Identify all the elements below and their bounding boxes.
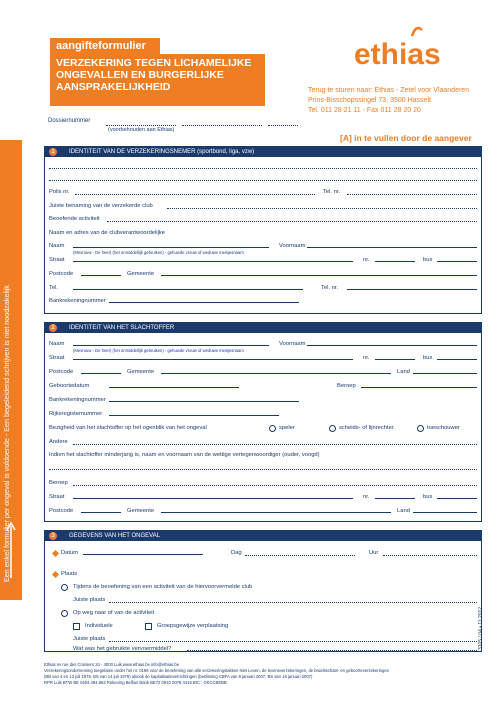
rep-beroep-label: Beroep	[49, 480, 68, 486]
victim-naam-label: Naam	[49, 341, 65, 347]
postcode-field[interactable]	[81, 271, 121, 276]
return-line-2: Prins-Bisschopssingel 73, 3500 Hasselt	[308, 97, 431, 104]
footer-line-4: RPR Luik BTW BE 0404.484.654 Rekening Belfius Bank BE72 0910 0078 4416 BIC : GKCCBEBB	[44, 680, 227, 685]
footer-line-3: (BB van 4 en 13 juli 1979, BS van 14 juli 1979) alsook de kapitalisatieverrichtingen (beslissing CBFA van 9 januari 2007, BS van 16 januari 2007)	[44, 674, 313, 679]
datum-field[interactable]	[83, 550, 203, 555]
tel-field[interactable]	[347, 189, 477, 195]
rep-land-label: Land	[397, 508, 410, 514]
vervoer-field[interactable]	[187, 645, 477, 651]
victim-voornaam-field[interactable]	[307, 341, 477, 346]
bank-field[interactable]	[109, 298, 299, 303]
voornaam-label: Voornaam	[279, 243, 306, 249]
return-address	[308, 86, 469, 116]
footer-line-2: Verzekeringsonderneming toegelaten onder het nr. 0196 voor de beoefening van alle verzekeringstakken Niet Leven, de levensverzekeringen, de bruidsschats- en geboorteverzekeringen	[44, 668, 389, 673]
policyholder-name-field-2[interactable]	[49, 175, 477, 181]
rep-nr-label: nr.	[363, 494, 370, 500]
gemeente-field[interactable]	[161, 271, 477, 276]
nr-label: nr.	[363, 257, 370, 263]
uur-field[interactable]	[383, 550, 477, 556]
juiste-plaats-2-field[interactable]	[109, 636, 477, 642]
dossier-field-2[interactable]	[182, 118, 262, 126]
individueel-label: Individuele	[85, 623, 113, 629]
voornaam-field[interactable]	[307, 243, 477, 248]
groep-label: Groepsgewijze verplaatsing	[157, 623, 229, 629]
rep-land-field[interactable]	[413, 508, 477, 513]
up-arrow-icon	[6, 520, 16, 580]
victim-bank-field[interactable]	[109, 397, 299, 402]
postcode-label: Postcode	[49, 271, 74, 277]
victim-naam-field[interactable]	[73, 341, 269, 346]
rep-nr-field[interactable]	[375, 494, 415, 499]
polis-field[interactable]	[75, 189, 315, 195]
victim-land-field[interactable]	[413, 369, 477, 374]
beroep-field[interactable]	[361, 383, 477, 388]
juiste-plaats-field[interactable]	[109, 597, 477, 603]
victim-land-label: Land	[397, 369, 410, 375]
speler-label: speler	[279, 425, 295, 431]
datum-label: Datum	[61, 550, 79, 556]
svg-text:ethias: ethias	[354, 38, 441, 71]
section-accident	[44, 530, 482, 652]
return-line-3: Tel. 011 28 21 11 - Fax 011 28 20 20	[308, 107, 421, 114]
radio-during-activity[interactable]	[61, 584, 68, 591]
scheidsrechter-label: scheids- of lijnrechter	[339, 425, 394, 431]
victim-gemeente-label: Gemeente	[127, 369, 155, 375]
checkbox-individueel[interactable]	[73, 623, 80, 630]
victim-nr-label: nr.	[363, 355, 370, 361]
naam-note: (Mevrouw - De heer) (het onmiddellijk gebruiken) - gehuwde vrouw of weduwe meisjesnaam	[73, 250, 244, 255]
plaats-bullet-icon	[52, 571, 59, 578]
during-activity-label: Tijdens de beoefening van een activiteit van de hiervoorvermelde club	[73, 584, 253, 590]
tel-label: Tel. nr.	[323, 189, 341, 195]
fill-in-note: [A] in te vullen door de aangever	[340, 133, 472, 143]
uur-label: Uur	[369, 550, 379, 556]
toeschouwer-label: toeschouwer	[427, 425, 460, 431]
victim-straat-label: Straat	[49, 355, 65, 361]
section-1-title: IDENTITEIT VAN DE VERZEKERINGSNEMER (sportbond, liga, vzw)	[69, 149, 255, 155]
rep-gemeente-field[interactable]	[161, 508, 391, 513]
section-policyholder	[44, 146, 482, 314]
rep-postcode-label: Postcode	[49, 508, 74, 514]
dossier-sub: (voorbehouden aan Ethias)	[108, 127, 175, 133]
birthdate-label: Geboortedatum	[49, 383, 90, 389]
victim-straat-field[interactable]	[73, 355, 353, 360]
representative-label: Naam en adres van de clubverantwoordelijke	[49, 230, 166, 236]
victim-gemeente-field[interactable]	[161, 369, 391, 374]
dossier-field-3[interactable]	[268, 118, 298, 126]
return-line-1: Terug te sturen naar: Ethias - Zetel voor Vlaanderen	[308, 87, 470, 94]
rep-bus-field[interactable]	[437, 494, 477, 499]
vervoer-label: Wat was het gebruikte vervoermiddel?	[73, 646, 172, 652]
section-1-number: 1	[49, 148, 57, 156]
victim-postcode-label: Postcode	[49, 369, 74, 375]
telnr-label: Tel. nr.	[321, 285, 339, 291]
section-2-header	[45, 323, 481, 333]
victim-voornaam-label: Voornaam	[279, 341, 306, 347]
form-code: 3105 / 04 • 11.2012	[478, 606, 484, 650]
rijks-field[interactable]	[109, 411, 279, 416]
dossier-field-1[interactable]	[106, 118, 176, 126]
naam-label: Naam	[49, 243, 65, 249]
section-3-title: GEGEVENS VAN HET ONGEVAL	[69, 533, 161, 539]
section-victim	[44, 322, 482, 522]
form-type-tag: aangifteformulier	[50, 38, 160, 54]
bus-label: bus	[423, 257, 433, 263]
andere-field[interactable]	[73, 439, 477, 445]
rijks-label: Rijksregisternummer	[49, 411, 103, 417]
victim-bank-label: Bankrekeningnummer	[49, 397, 106, 403]
bus-field[interactable]	[437, 257, 477, 262]
section-3-header	[45, 531, 481, 541]
on-the-way-label: Op weg naar of van de activiteit	[73, 610, 155, 616]
victim-postcode-field[interactable]	[81, 369, 121, 374]
occupation-question: Bezigheid van het slachtoffer op het ogenblik van het ongeval	[49, 425, 207, 431]
rep-postcode-field[interactable]	[81, 508, 121, 513]
victim-bus-field[interactable]	[437, 355, 477, 360]
andere-label: Andere	[49, 439, 68, 445]
rep-beroep-field[interactable]	[73, 480, 477, 486]
polis-label: Polis nr.	[49, 189, 70, 195]
dossier-label: Dossiernummer	[48, 118, 91, 124]
bank-label: Bankrekeningnummer	[49, 298, 106, 304]
checkbox-groep[interactable]	[145, 623, 152, 630]
beroep-label: Beroep	[337, 383, 356, 389]
juiste-plaats-label: Juiste plaats	[73, 597, 106, 603]
tel2-field[interactable]	[73, 285, 303, 290]
activity-field[interactable]	[107, 216, 477, 222]
section-1-header	[45, 147, 481, 157]
radio-toeschouwer[interactable]	[417, 425, 424, 432]
straat-field[interactable]	[73, 257, 353, 262]
policyholder-name-field[interactable]	[49, 163, 477, 169]
tel2-label: Tel.	[49, 285, 59, 291]
birthdate-field[interactable]	[109, 383, 239, 388]
naam-field[interactable]	[73, 243, 269, 248]
rep-bus-label: bus	[423, 494, 433, 500]
side-banner-text: Een enkel formulier per ongeval is voldoende - Een begeleidend schrijven is niet noodzakelijk	[2, 285, 11, 582]
section-2-title: IDENTITEIT VAN HET SLACHTOFFER	[69, 325, 175, 331]
club-label: Juiste benaming van de verzekerde club	[49, 203, 153, 209]
victim-bus-label: bus	[423, 355, 433, 361]
radio-scheidsrechter[interactable]	[329, 425, 336, 432]
activity-label: Beoefende activiteit	[49, 216, 100, 222]
radio-on-the-way[interactable]	[61, 610, 68, 617]
juiste-plaats-2-label: Juiste plaats	[73, 636, 106, 642]
section-2-number: 2	[49, 324, 57, 332]
dag-field[interactable]	[245, 550, 355, 556]
victim-naam-note: (Mevrouw - De heer) (het onmiddellijk gebruiken) - gehuwde vrouw of weduwe meisjesnaam	[73, 348, 244, 353]
minor-field[interactable]	[49, 464, 477, 470]
rep-straat-label: Straat	[49, 494, 65, 500]
dag-label: Dag	[231, 550, 242, 556]
nr-field[interactable]	[375, 257, 415, 262]
footer-line-1: Ethias nv rue des Croisiers 24 - 4000 Luik www.ethias.be info@ethias.be	[44, 662, 180, 667]
minor-question: Indien het slachtoffer minderjarig is, naam en voornaam van de wettige vertegenwoordiger (ouder, voogd)	[49, 452, 320, 458]
radio-speler[interactable]	[269, 425, 276, 432]
section-3-number: 3	[49, 532, 57, 540]
club-field[interactable]	[167, 203, 477, 209]
telnr-field[interactable]	[347, 285, 477, 290]
footer	[44, 662, 464, 686]
plaats-label: Plaats	[61, 571, 78, 577]
rep-gemeente-label: Gemeente	[127, 508, 155, 514]
ethias-logo	[352, 22, 457, 72]
straat-label: Straat	[49, 257, 65, 263]
datum-bullet-icon	[52, 550, 59, 557]
rep-straat-field[interactable]	[73, 494, 353, 499]
victim-nr-field[interactable]	[375, 355, 415, 360]
form-title: VERZEKERING TEGEN LICHAMELIJKE ONGEVALLEN EN BURGERLIJKE AANSPRAKELIJKHEID	[50, 54, 265, 106]
gemeente-label: Gemeente	[127, 271, 155, 277]
